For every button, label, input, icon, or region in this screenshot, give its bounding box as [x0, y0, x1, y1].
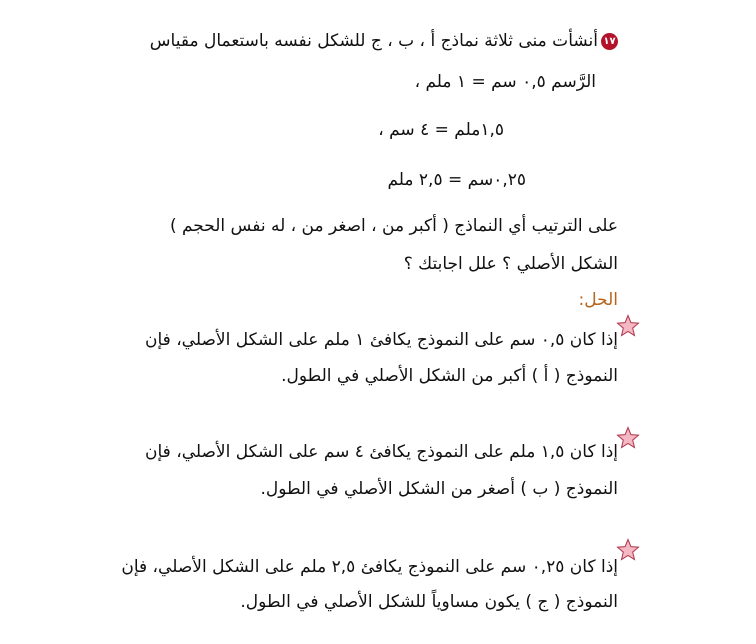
answer-star-2: [616, 426, 640, 450]
star-icon: [616, 538, 640, 562]
question-line-6: الشكل الأصلي ؟ علل اجابتك ؟: [403, 254, 618, 274]
star-icon: [616, 314, 640, 338]
answer-3-line-2: النموذج ( ج ) يكون مساوياً للشكل الأصلي في الطول.: [240, 592, 618, 612]
answer-star-1: [616, 314, 640, 338]
question-line-4: ٠,٢٥سم = ٢,٥ ملم: [387, 170, 526, 190]
question-line-3: ١,٥ملم = ٤ سم ،: [378, 120, 504, 140]
answer-label: الحل:: [578, 290, 618, 310]
question-number-badge: ١٧: [601, 33, 618, 50]
question-line-5: على الترتيب أي النماذج ( أكبر من ، اصغر من ، له نفس الحجم ): [169, 216, 618, 236]
answer-3-line-1: إذا كان ٠,٢٥ سم على النموذج يكافئ ٢,٥ ملم على الشكل الأصلي، فإن: [121, 557, 618, 577]
question-line-2: الرَّسم ٠,٥ سم = ١ ملم ،: [414, 72, 596, 92]
answer-1-line-1: إذا كان ٠,٥ سم على النموذج يكافئ ١ ملم على الشكل الأصلي، فإن: [145, 330, 618, 350]
question-line-1: أنشأت منى ثلاثة نماذج أ ، ب ، ج للشكل نفسه باستعمال مقياس: [149, 31, 598, 51]
answer-2-line-2: النموذج ( ب ) أصغر من الشكل الأصلي في الطول.: [260, 479, 618, 499]
answer-1-line-2: النموذج ( أ ) أكبر من الشكل الأصلي في الطول.: [281, 366, 618, 386]
answer-2-line-1: إذا كان ١,٥ ملم على النموذج يكافئ ٤ سم على الشكل الأصلي، فإن: [145, 442, 618, 462]
star-icon: [616, 426, 640, 450]
answer-star-3: [616, 538, 640, 562]
